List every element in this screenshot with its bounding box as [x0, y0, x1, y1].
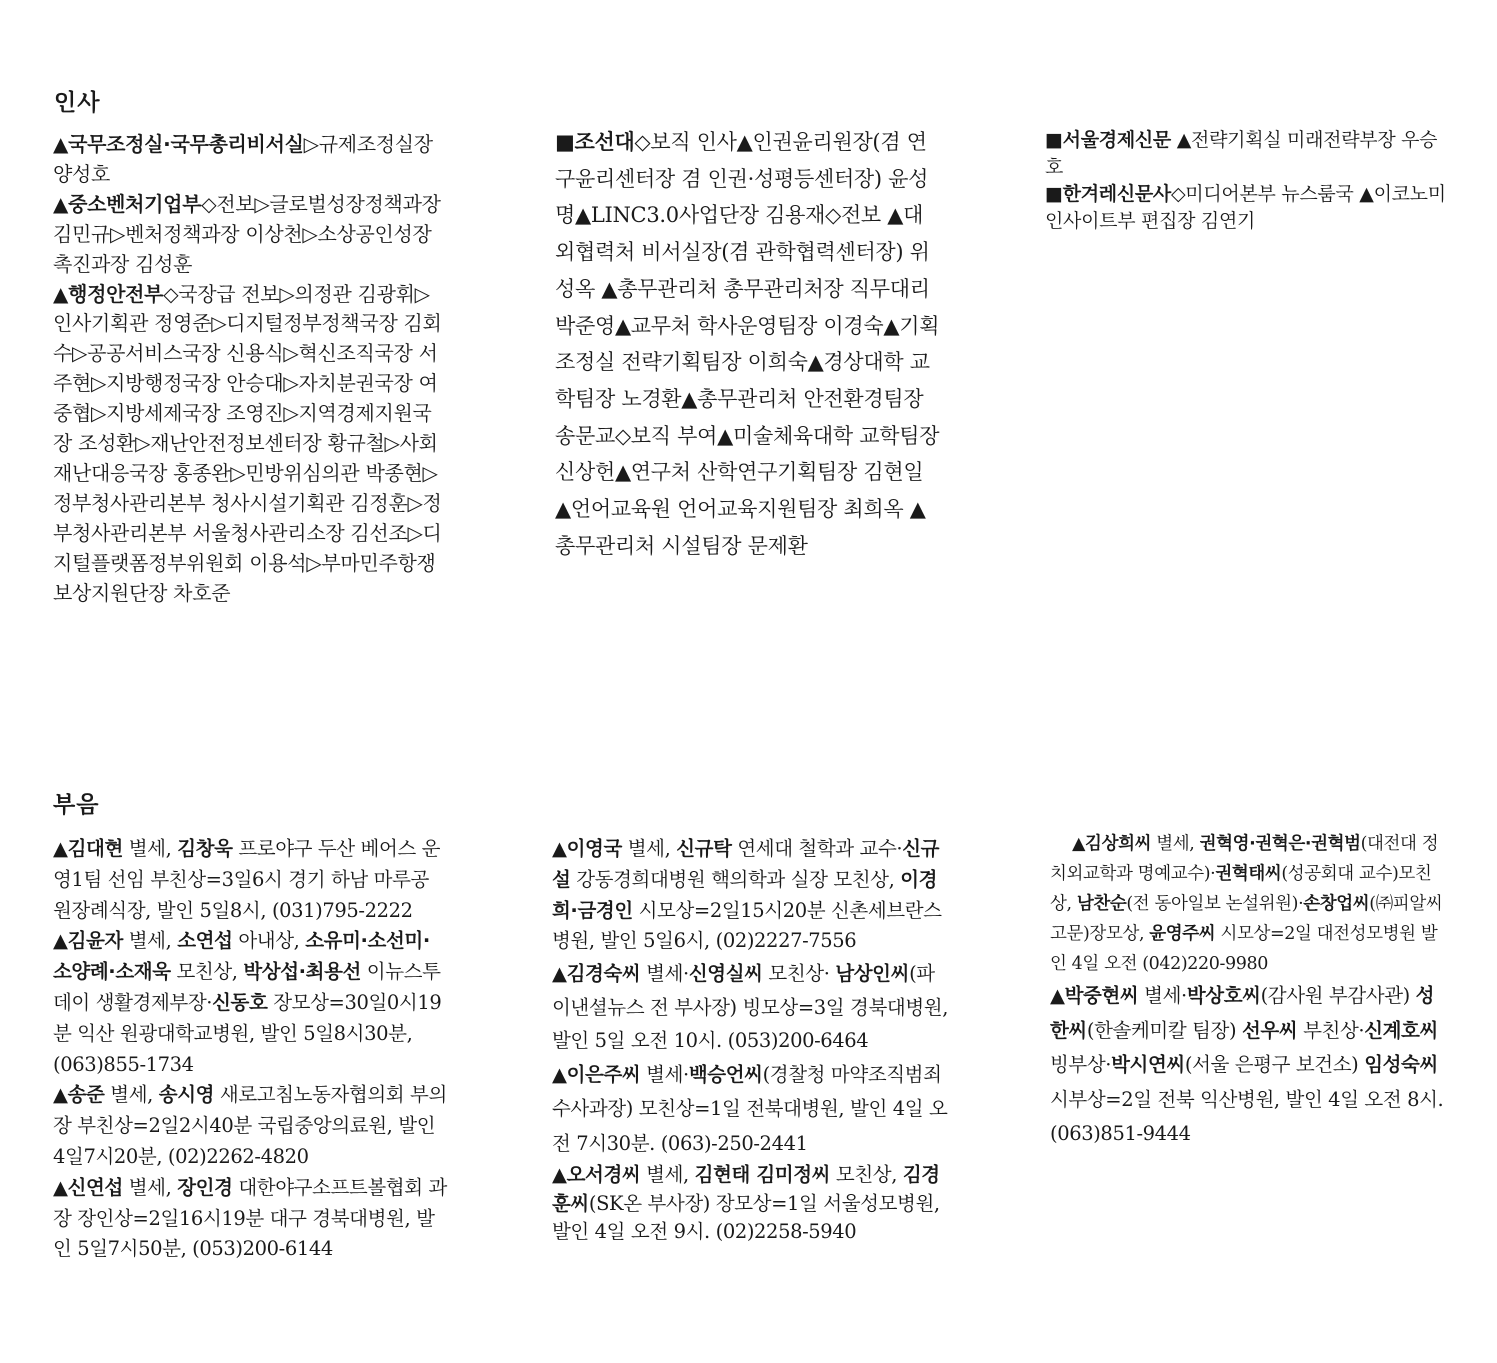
insa-entry: ■조선대◇보직 인사▲인권윤리원장(겸 연구윤리센터장 겸 인권·성평등센터장) 윤성명▲LINC3.0사업단장 김용재◇전보 ▲대외협력처 비서실장(겸 관학협력센터장) 위성옥 ▲총무관리처 총무관리처장 직무대리 박준영▲교무처 학사운영팀장 이경숙▲기획조정실 전략기획팀장 이희숙▲경상대학 교학팀장 노경환▲총무관리처 안전환경팀장 송문교◇보직 부여▲미술체육대학 교학팀장 신상헌▲연구처 산학연구기획팀장 김현일 ▲언어교육원 언어교육지원팀장 최희옥 ▲총무관리처 시설팀장 문제환 [555, 130, 940, 558]
insa-entry: ▲국무조정실·국무총리비서실▷규제조정실장 양성호 [53, 132, 433, 186]
bugo-entry: ▲이영국 별세, 신규탁 연세대 철학과 교수·신규설 강동경희대병원 핵의학과 실장 모친상, 이경희·금경인 시모상=2일15시20분 신촌세브란스병원, 발인 5일6시, (02)2227-7556 [552, 837, 942, 953]
insa-entry: ▲중소벤처기업부◇전보▷글로벌성장정책과장 김민규▷벤처정책과장 이상천▷소상공인성장촉진과장 김성훈 [53, 191, 441, 276]
insa-column-1 [53, 130, 447, 609]
bugo-entry: ▲신연섭 별세, 장인경 대한야구소프트볼협회 과장 장인상=2일16시19분 대구 경북대병원, 발인 5일7시50분, (053)200-6144 [53, 1175, 447, 1261]
bugo-entry: ▲박중현씨 별세·박상호씨(감사원 부감사관) 성한씨(한솔케미칼 팀장) 선우씨 부친상·신계호씨 빙부상·박시연씨(서울 은평구 보건소) 임성숙씨 시부상=2일 전북 익산병원, 발인 4일 오전 8시. (063)851-9444 [1050, 984, 1444, 1145]
insa-entry: ▲행정안전부◇국장급 전보▷의정관 김광휘▷인사기획관 정영준▷디지털정부정책국장 김회수▷공공서비스국장 신용식▷혁신조직국장 서주현▷지방행정국장 안승대▷자치분권국장 여중협▷지방세제국장 조영진▷지역경제지원국장 조성환▷재난안전정보센터장 황규철▷사회재난대응국장 홍종완▷민방위심의관 박종현▷정부청사관리본부 청사시설기획관 김정훈▷정부청사관리본부 서울청사관리소장 김선조▷디지털플랫폼정부위원회 이용석▷부마민주항쟁보상지원단장 차호준 [53, 281, 442, 605]
bugo-entry: ▲김대현 별세, 김창욱 프로야구 두산 베어스 운영1팀 선임 부친상=3일6시 경기 하남 마루공원장례식장, 발인 5일8시, (031)795-2222 [53, 837, 441, 922]
insa-heading: 인사 [54, 90, 101, 116]
bugo-heading: 부음 [53, 792, 100, 818]
bugo-entry: ▲김경숙씨 별세·신영실씨 모친상· 남상인씨(파이낸셜뉴스 전 부사장) 빙모상=3일 경북대병원, 발인 5일 오전 10시. (053)200-6464 [552, 962, 949, 1053]
insa-column-2 [555, 124, 943, 564]
bugo-column-2 [552, 834, 949, 1247]
insa-entry: ■한겨레신문사◇미디어본부 뉴스룸국 ▲이코노미인사이트부 편집장 김연기 [1045, 183, 1446, 232]
insa-entry: ■서울경제신문 ▲전략기획실 미래전략부장 우승호 [1045, 129, 1438, 178]
bugo-entry: ▲김상희씨 별세, 권혁영·권혁은·권혁범(대전대 정치외교학과 명예교수)·권혁태씨(성공회대 교수)모친상, 남찬순(전 동아일보 논설위원)·손창업씨(㈜피알씨 고문)장모상, 윤영주씨 시모상=2일 대전성모병원 발인 4일 오전 (042)220-9980 [1050, 834, 1443, 974]
bugo-entry: ▲김윤자 별세, 소연섭 아내상, 소유미·소선미·소양례·소재욱 모친상, 박상섭·최용선 이뉴스투데이 생활경제부장·신동호 장모상=30일0시19분 익산 원광대학교병원, 발인 5일8시30분, (063)855-1734 [53, 929, 442, 1076]
bugo-column-1 [53, 834, 447, 1265]
bugo-column-3 [1050, 829, 1447, 1152]
bugo-entry: ▲송준 별세, 송시영 새로고침노동자협의회 부의장 부친상=2일2시40분 국립중앙의료원, 발인 4일7시20분, (02)2262-4820 [53, 1083, 447, 1168]
insa-column-3 [1045, 127, 1447, 235]
bugo-entry: ▲이은주씨 별세·백승언씨(경찰청 마약조직범죄수사과장) 모친상=1일 전북대병원, 발인 4일 오전 7시30분. (063)-250-2441 [552, 1062, 948, 1155]
bugo-entry: ▲오서경씨 별세, 김현태 김미정씨 모친상, 김경훈씨(SK온 부사장) 장모상=1일 서울성모병원, 발인 4일 오전 9시. (02)2258-5940 [552, 1163, 940, 1244]
